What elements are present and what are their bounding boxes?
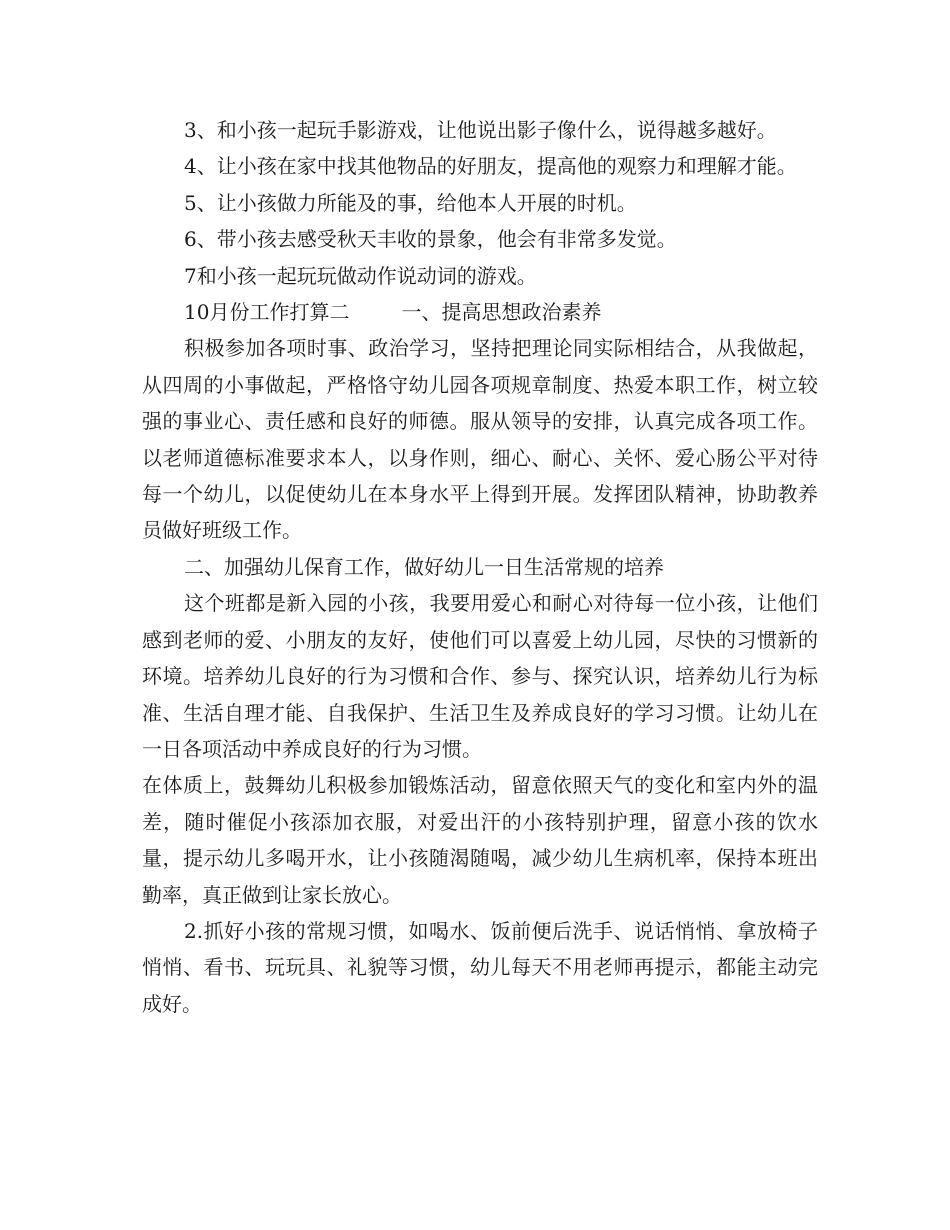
paragraph-political-quality: 积极参加各项时事、政治学习，坚持把理论同实际相结合，从我做起，从四周的小事做起，严格恪守幼儿园各项规章制度、热爱本职工作，树立较强的事业心、责任感和良好的师德。服从领导的安排，认真完成各项工作。以老师道德标准要求本人，以身作则，细心、耐心、关怀、爱心肠公平对待每一个幼儿，以促使幼儿在本身水平上得到开展。发挥团队精神，协助教养员做好班级工作。: [142, 336, 818, 543]
paragraph-activity-5: 5、让小孩做力所能及的事，给他本人开展的时机。: [184, 190, 637, 215]
section-title: 10月份工作打算二: [184, 300, 350, 325]
section-heading: [142, 294, 818, 330]
paragraph-activity-4: 4、让小孩在家中找其他物品的好朋友，提高他的观察力和理解才能。: [184, 154, 797, 179]
section-subtitle: 一、提高思想政治素养: [401, 300, 602, 325]
paragraph-activity-6: 6、带小孩去感受秋天丰收的景象，他会有非常多发觉。: [184, 227, 677, 252]
paragraph-activity-7: 7和小孩一起玩玩做动作说动词的游戏。: [184, 263, 537, 288]
subheading-childcare: 二、加强幼儿保育工作，做好幼儿一日生活常规的培养: [184, 554, 664, 579]
paragraph-routine-habits: 2.抓好小孩的常规习惯，如喝水、饭前便后洗手、说话悄悄、拿放椅子悄悄、看书、玩玩具、礼貌等习惯，幼儿每天不用老师再提示，都能主动完成好。: [142, 918, 818, 1016]
paragraph-new-class: 这个班都是新入园的小孩，我要用爱心和耐心对待每一位小孩，让他们感到老师的爱、小朋友的友好，使他们可以喜爱上幼儿园，尽快的习惯新的环境。培养幼儿良好的行为习惯和合作、参与、探究认识，培养幼儿行为标准、生活自理才能、自我保护、生活卫生及养成良好的学习习惯。让幼儿在一日各项活动中养成良好的行为习惯。: [142, 591, 818, 761]
paragraph-activity-3: 3、和小孩一起玩手影游戏，让他说出影子像什么，说得越多越好。: [184, 118, 777, 142]
paragraph-physical-health: 在体质上，鼓舞幼儿积极参加锻炼活动，留意依照天气的变化和室内外的温差，随时催促小孩添加衣服，对爱出汗的小孩特别护理，留意小孩的饮水量，提示幼儿多喝开水，让小孩随渴随喝，减少幼儿生病机率，保持本班出勤率，真正做到让家长放心。: [142, 773, 818, 907]
